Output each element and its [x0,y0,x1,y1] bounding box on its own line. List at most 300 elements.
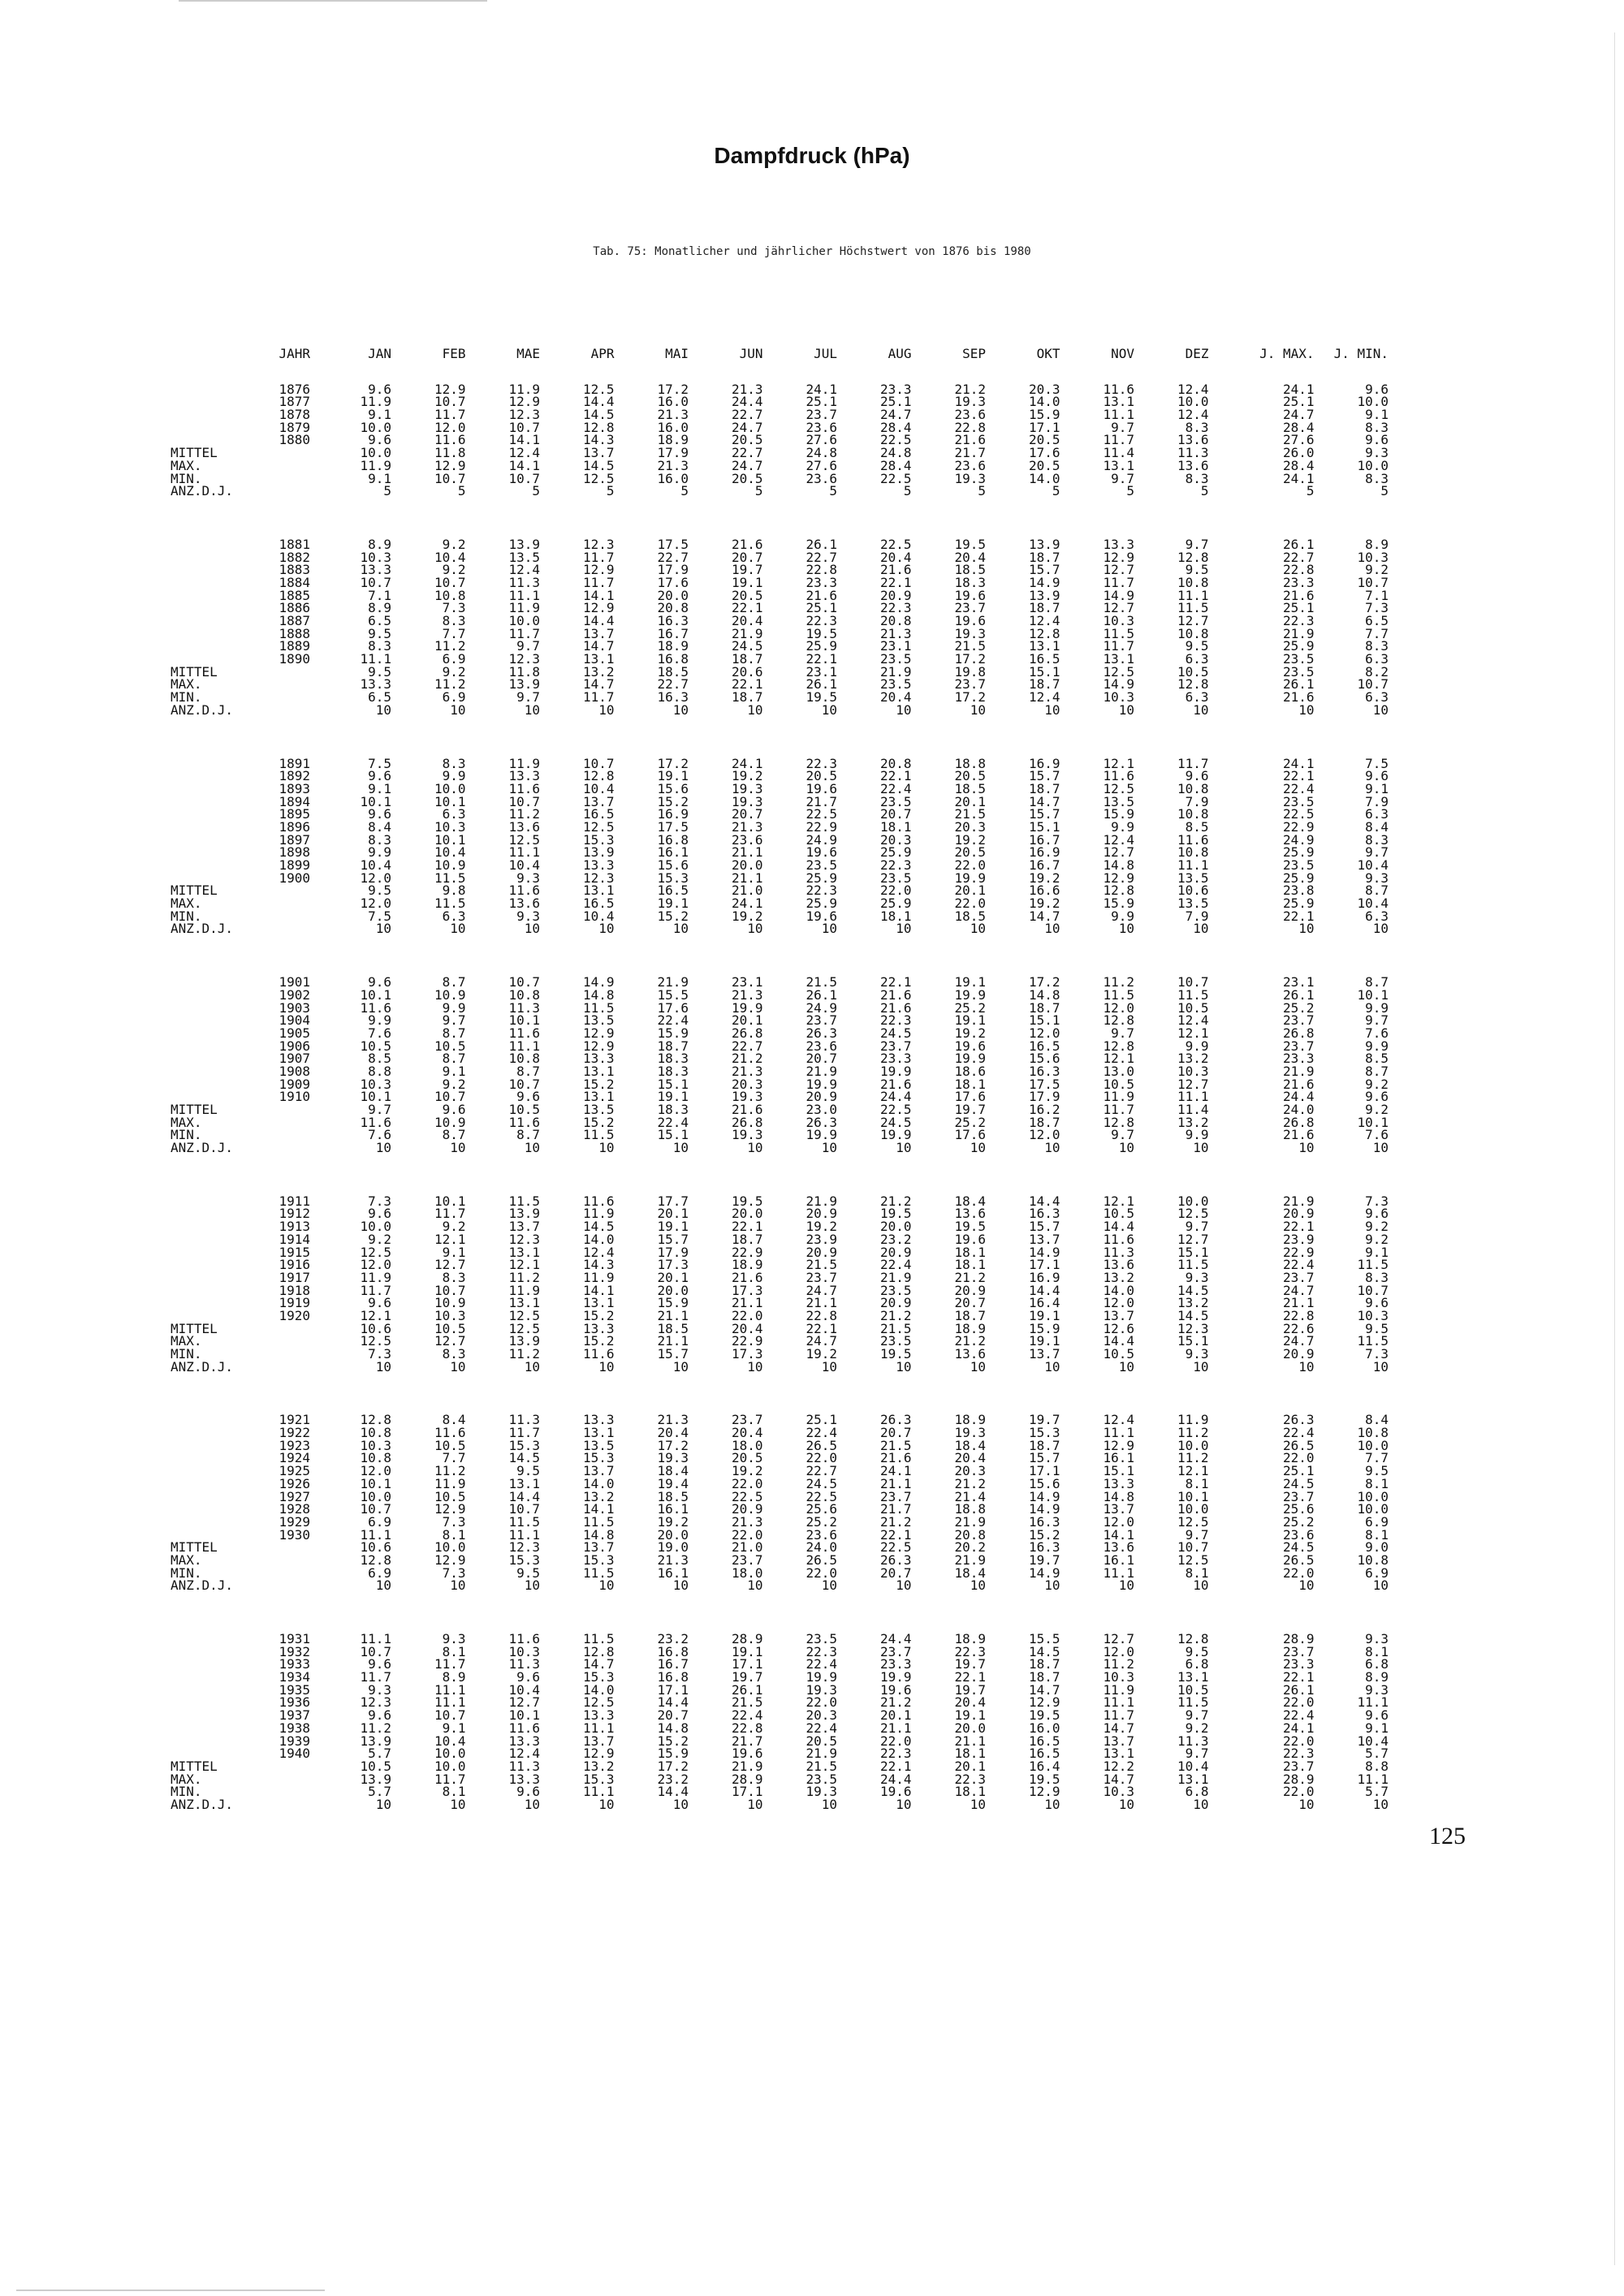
value-cell: 10.5 [1103,1346,1134,1362]
value-cell: 25.9 [1282,638,1315,654]
value-cell: 13.9 [360,1733,391,1749]
year-cell: 1938 [279,1720,310,1736]
value-cell: 18.0 [731,1437,763,1453]
value-cell: 19.2 [657,1513,689,1530]
value-cell: 22.1 [806,651,837,667]
value-cell: 11.3 [508,999,540,1016]
value-cell: 10 [1298,1358,1315,1375]
value-cell: 11.3 [508,1656,540,1672]
value-cell: 8.1 [442,1526,466,1543]
value-cell: 15.1 [657,1076,689,1092]
value-cell: 23.6 [806,1526,837,1543]
value-cell: 9.6 [368,1656,391,1672]
value-cell: 12.3 [360,1694,391,1711]
year-cell: 1910 [279,1089,310,1105]
value-cell: 21.9 [1282,1193,1315,1209]
value-cell: 5.7 [1365,1784,1389,1800]
value-cell: 21.9 [1282,625,1315,641]
value-cell: 10 [1193,1577,1209,1594]
row-label: MAX. [171,1771,202,1787]
value-cell: 21.6 [879,999,912,1016]
row-label: MITTEL [171,663,218,680]
value-cell: 14.1 [582,1282,615,1298]
value-cell: 9.2 [442,562,466,578]
value-cell: 16.8 [657,1669,689,1685]
value-cell: 11.4 [1177,1102,1209,1117]
value-cell: 10.7 [508,1501,540,1517]
value-cell: 12.9 [1028,1784,1060,1800]
value-cell: 22.4 [806,1720,837,1736]
value-cell: 18.1 [954,1784,986,1800]
value-cell: 26.1 [806,536,837,552]
value-cell: 21.6 [954,432,986,448]
year-cell: 1913 [279,1219,310,1235]
value-cell: 7.5 [368,908,391,924]
value-cell: 24.1 [879,1463,912,1479]
value-cell: 6.3 [1365,908,1389,924]
value-cell: 12.5 [582,381,615,397]
value-cell: 17.3 [731,1346,763,1362]
value-cell: 7.1 [1365,587,1389,603]
row-label [171,1684,268,1697]
value-cell: 22.0 [1282,1694,1315,1711]
value-cell: 24.4 [879,1089,912,1105]
summary-row [0,1798,1624,1811]
value-cell: 12.4 [508,562,540,578]
value-cell: 14.4 [1103,1219,1134,1235]
value-cell: 12.8 [360,1552,391,1568]
value-cell: 13.2 [582,1758,615,1774]
value-cell: 14.7 [582,1656,615,1672]
value-cell: 22.0 [731,1526,763,1543]
value-cell: 10 [1372,1796,1389,1812]
value-cell: 18.7 [731,651,763,667]
value-cell: 20.3 [879,831,912,848]
value-cell: 13.2 [1177,1295,1209,1311]
value-cell: 16.0 [657,394,689,410]
value-cell: 11.7 [434,1206,466,1222]
row-label: ANZ.D.J. [171,1358,234,1375]
value-cell: 8.1 [442,1784,466,1800]
value-cell: 12.4 [508,1746,540,1762]
value-cell: 12.9 [582,562,615,578]
value-cell: 20.9 [806,1244,837,1260]
value-cell: 12.5 [1177,1206,1209,1222]
value-cell: 11.6 [508,1631,540,1646]
year-cell: 1932 [279,1643,310,1659]
value-cell: 11.9 [508,1282,540,1298]
value-cell: 11.3 [1103,1244,1134,1260]
value-cell: 13.6 [1177,432,1209,448]
value-cell: 10.7 [508,974,540,990]
value-cell: 5 [1306,483,1315,499]
row-label [171,1465,268,1478]
value-cell: 10 [896,1577,912,1594]
value-cell: 20.7 [731,549,763,565]
value-cell: 11.6 [508,883,540,899]
value-cell: 9.3 [516,870,540,886]
value-cell: 10.7 [582,755,615,771]
value-cell: 8.3 [442,755,466,771]
value-cell: 10.1 [434,831,466,848]
value-cell: 20.7 [879,806,912,822]
value-cell: 19.1 [954,974,986,990]
value-cell: 10 [970,1577,986,1594]
value-cell: 6.5 [368,689,391,706]
value-cell: 21.5 [806,1758,837,1774]
value-cell: 15.7 [1028,1219,1060,1235]
value-cell: 19.6 [806,780,837,796]
value-cell: 21.9 [657,974,689,990]
value-cell: 17.1 [1028,1463,1060,1479]
value-cell: 12.8 [1103,883,1134,899]
year-cell: 1900 [279,870,310,886]
value-cell: 10 [1193,1358,1209,1375]
value-cell: 10 [821,1577,837,1594]
year-cell [268,922,310,935]
value-cell: 9.9 [1365,1038,1389,1054]
row-label [171,1722,268,1735]
value-cell: 22.3 [954,1643,986,1659]
value-cell: 19.1 [1028,1307,1060,1323]
value-cell: 23.5 [1282,651,1315,667]
value-cell: 10 [524,921,540,937]
value-cell: 14.9 [1028,1564,1060,1581]
value-cell: 12.4 [1103,1412,1134,1428]
value-cell: 23.7 [806,1269,837,1285]
row-label [171,589,268,602]
value-cell: 17.7 [657,1193,689,1209]
header-jun: JUN [739,346,763,361]
value-cell: 9.1 [1365,407,1389,423]
value-cell: 13.2 [1177,1051,1209,1067]
value-cell: 9.6 [442,1102,466,1117]
value-cell: 22.1 [731,676,763,693]
value-cell: 24.7 [806,1333,837,1349]
value-cell: 9.7 [1185,1219,1209,1235]
value-cell: 11.7 [1103,574,1134,590]
value-cell: 19.6 [879,1681,912,1698]
year-cell: 1931 [279,1631,310,1646]
year-block [0,1195,1624,1374]
value-cell: 12.3 [508,1231,540,1247]
value-cell: 9.9 [1185,1038,1209,1054]
value-cell: 8.4 [442,1412,466,1428]
value-cell: 10.5 [360,1038,391,1054]
value-cell: 9.9 [1365,999,1389,1016]
year-cell [268,1361,310,1374]
value-cell: 20.3 [1028,381,1060,397]
value-cell: 10 [1193,1796,1209,1812]
value-cell: 10 [598,1577,615,1594]
value-cell: 15.9 [657,1295,689,1311]
value-cell: 9.1 [1365,780,1389,796]
row-label [171,757,268,770]
value-cell: 10.6 [1177,883,1209,899]
value-cell: 11.9 [1103,1089,1134,1105]
value-cell: 11.5 [1357,1333,1389,1349]
value-cell: 20.5 [954,768,986,784]
row-label: MIN. [171,1564,202,1581]
value-cell: 23.1 [731,974,763,990]
value-cell: 5 [978,483,986,499]
row-label [171,1646,268,1659]
value-cell: 9.3 [516,908,540,924]
value-cell: 6.9 [368,1564,391,1581]
value-cell: 10.9 [434,1295,466,1311]
value-cell: 22.1 [731,1219,763,1235]
value-cell: 26.3 [806,1114,837,1130]
value-cell: 13.1 [582,883,615,899]
value-cell: 18.7 [1028,1669,1060,1685]
year-cell: 1885 [279,587,310,603]
value-cell: 17.6 [1028,445,1060,461]
value-cell: 20.9 [806,1089,837,1105]
value-cell: 21.2 [879,1307,912,1323]
value-cell: 18.4 [954,1437,986,1453]
value-cell: 28.9 [731,1631,763,1646]
value-cell: 10 [1044,921,1060,937]
value-cell: 16.6 [1028,883,1060,899]
header-jul: JUL [814,346,837,361]
value-cell: 12.0 [360,1463,391,1479]
value-cell: 20.4 [954,1694,986,1711]
value-cell: 25.6 [806,1501,837,1517]
year-cell: 1903 [279,999,310,1016]
value-cell: 9.9 [368,1012,391,1029]
value-cell: 10.6 [360,1320,391,1336]
value-cell: 22.7 [731,407,763,423]
header-jmax: J. MAX. [1259,346,1315,361]
value-cell: 21.1 [879,1475,912,1491]
value-cell: 15.3 [582,1450,615,1466]
value-cell: 20.0 [954,1720,986,1736]
value-cell: 11.8 [434,445,466,461]
value-cell: 9.2 [1365,562,1389,578]
value-cell: 15.3 [508,1437,540,1453]
value-cell: 23.5 [1282,663,1315,680]
value-cell: 7.9 [1185,908,1209,924]
value-cell: 19.3 [731,1127,763,1143]
value-cell: 19.3 [954,394,986,410]
value-cell: 19.5 [879,1346,912,1362]
row-label: MAX. [171,1552,202,1568]
value-cell: 22.6 [1282,1320,1315,1336]
row-label [171,1439,268,1452]
value-cell: 22.0 [954,857,986,873]
value-cell: 19.1 [731,574,763,590]
value-cell: 10.4 [360,857,391,873]
value-cell: 21.1 [657,1307,689,1323]
value-cell: 12.9 [434,381,466,397]
value-cell: 8.3 [1365,1269,1389,1285]
value-cell: 23.6 [806,419,837,435]
year-cell: 1908 [279,1063,310,1079]
row-label [171,1284,268,1297]
value-cell: 23.9 [806,1231,837,1247]
value-cell: 21.0 [731,1539,763,1556]
value-cell: 21.9 [806,1746,837,1762]
year-cell: 1889 [279,638,310,654]
value-cell: 22.1 [879,1526,912,1543]
value-cell: 5 [1200,483,1209,499]
value-cell: 13.9 [508,676,540,693]
value-cell: 10.4 [1357,1733,1389,1749]
value-cell: 21.7 [879,1501,912,1517]
value-cell: 25.9 [879,844,912,861]
value-cell: 10.8 [1177,806,1209,822]
value-cell: 19.1 [657,1089,689,1105]
year-cell: 1880 [279,432,310,448]
value-cell: 10 [1372,921,1389,937]
value-cell: 16.5 [1028,1038,1060,1054]
value-cell: 14.5 [1177,1307,1209,1323]
year-cell: 1924 [279,1450,310,1466]
value-cell: 22.8 [954,419,986,435]
row-label [171,1633,268,1646]
value-cell: 8.8 [1365,1758,1389,1774]
value-cell: 10.4 [434,1733,466,1749]
value-cell: 10.0 [1357,394,1389,410]
value-cell: 5 [383,483,391,499]
value-cell: 10 [970,1358,986,1375]
value-cell: 23.7 [1282,1758,1315,1774]
row-label: ANZ.D.J. [171,701,234,718]
value-cell: 7.3 [442,1513,466,1530]
value-cell: 12.7 [1177,1076,1209,1092]
scan-edge-bottom [16,2290,325,2291]
value-cell: 9.7 [516,689,540,706]
value-cell: 8.7 [1365,883,1389,899]
value-cell: 11.7 [582,689,615,706]
value-cell: 21.6 [879,1076,912,1092]
value-cell: 15.2 [582,1333,615,1349]
value-cell: 22.5 [879,1539,912,1556]
value-cell: 21.3 [731,381,763,397]
value-cell: 8.3 [1365,470,1389,486]
year-cell: 1929 [279,1513,310,1530]
value-cell: 17.9 [657,562,689,578]
value-cell: 10 [1044,1796,1060,1812]
value-cell: 17.1 [657,1681,689,1698]
value-cell: 21.3 [657,407,689,423]
year-cell: 1883 [279,562,310,578]
row-label [171,1658,268,1671]
value-cell: 12.9 [1103,1437,1134,1453]
value-cell: 19.1 [657,1219,689,1235]
value-cell: 11.9 [1177,1412,1209,1428]
value-cell: 10 [375,1140,391,1156]
value-cell: 10.4 [434,844,466,861]
value-cell: 9.2 [442,1219,466,1235]
value-cell: 12.7 [508,1694,540,1711]
value-cell: 15.1 [1103,1463,1134,1479]
value-cell: 24.5 [1282,1539,1315,1556]
value-cell: 10.7 [360,1501,391,1517]
value-cell: 21.3 [657,457,689,473]
value-cell: 24.4 [731,394,763,410]
value-cell: 10 [821,1140,837,1156]
value-cell: 22.4 [1282,1425,1315,1441]
value-cell: 24.4 [879,1631,912,1646]
value-cell: 10 [524,701,540,718]
value-cell: 19.5 [954,1219,986,1235]
value-cell: 5 [532,483,540,499]
value-cell: 12.1 [360,1307,391,1323]
value-cell: 18.5 [954,562,986,578]
value-cell: 23.5 [806,1771,837,1787]
value-cell: 12.9 [582,1746,615,1762]
value-cell: 10 [1044,1358,1060,1375]
row-label: MITTEL [171,445,218,461]
year-cell: 1939 [279,1733,310,1749]
row-label [171,1503,268,1516]
value-cell: 10.7 [434,394,466,410]
row-label: MITTEL [171,883,218,899]
value-cell: 14.8 [1028,986,1060,1003]
value-cell: 23.1 [879,638,912,654]
value-cell: 10.4 [508,1681,540,1698]
row-label [171,1220,268,1233]
value-cell: 12.0 [1103,999,1134,1016]
value-cell: 15.9 [657,1746,689,1762]
value-cell: 18.4 [657,1463,689,1479]
value-cell: 21.3 [731,818,763,835]
row-label [171,1040,268,1053]
value-cell: 19.2 [731,768,763,784]
value-cell: 20.0 [879,1219,912,1235]
value-cell: 11.2 [508,1269,540,1285]
value-cell: 23.5 [879,870,912,886]
value-cell: 17.1 [731,1656,763,1672]
value-cell: 17.3 [657,1257,689,1273]
value-cell: 13.5 [582,1437,615,1453]
value-cell: 8.8 [368,1063,391,1079]
value-cell: 22.0 [879,1733,912,1749]
value-cell: 9.7 [1365,1012,1389,1029]
value-cell: 17.6 [954,1127,986,1143]
value-cell: 12.9 [582,600,615,616]
year-cell: 1893 [279,780,310,796]
value-cell: 14.0 [1028,470,1060,486]
value-cell: 11.9 [508,381,540,397]
year-cell: 1937 [279,1707,310,1724]
value-cell: 9.6 [1365,768,1389,784]
value-cell: 24.1 [1282,470,1315,486]
value-cell: 19.3 [806,1784,837,1800]
value-cell: 25.9 [1282,870,1315,886]
year-block [0,1413,1624,1592]
value-cell: 11.6 [1103,1231,1134,1247]
value-cell: 12.8 [1103,1038,1134,1054]
row-label: MIN. [171,470,202,486]
value-cell: 7.3 [1365,1346,1389,1362]
value-cell: 11.5 [582,1513,615,1530]
year-cell [268,704,310,717]
row-label: ANZ.D.J. [171,1577,234,1594]
value-cell: 22.5 [879,536,912,552]
value-cell: 8.7 [442,1025,466,1041]
value-cell: 10 [1372,1140,1389,1156]
value-cell: 14.7 [1103,1771,1134,1787]
value-cell: 12.0 [360,1257,391,1273]
value-cell: 17.6 [657,999,689,1016]
value-cell: 13.3 [582,1707,615,1724]
value-cell: 8.1 [1365,1526,1389,1543]
value-cell: 10.3 [1177,1063,1209,1079]
value-cell: 15.3 [1028,1425,1060,1441]
value-cell: 20.1 [954,883,986,899]
